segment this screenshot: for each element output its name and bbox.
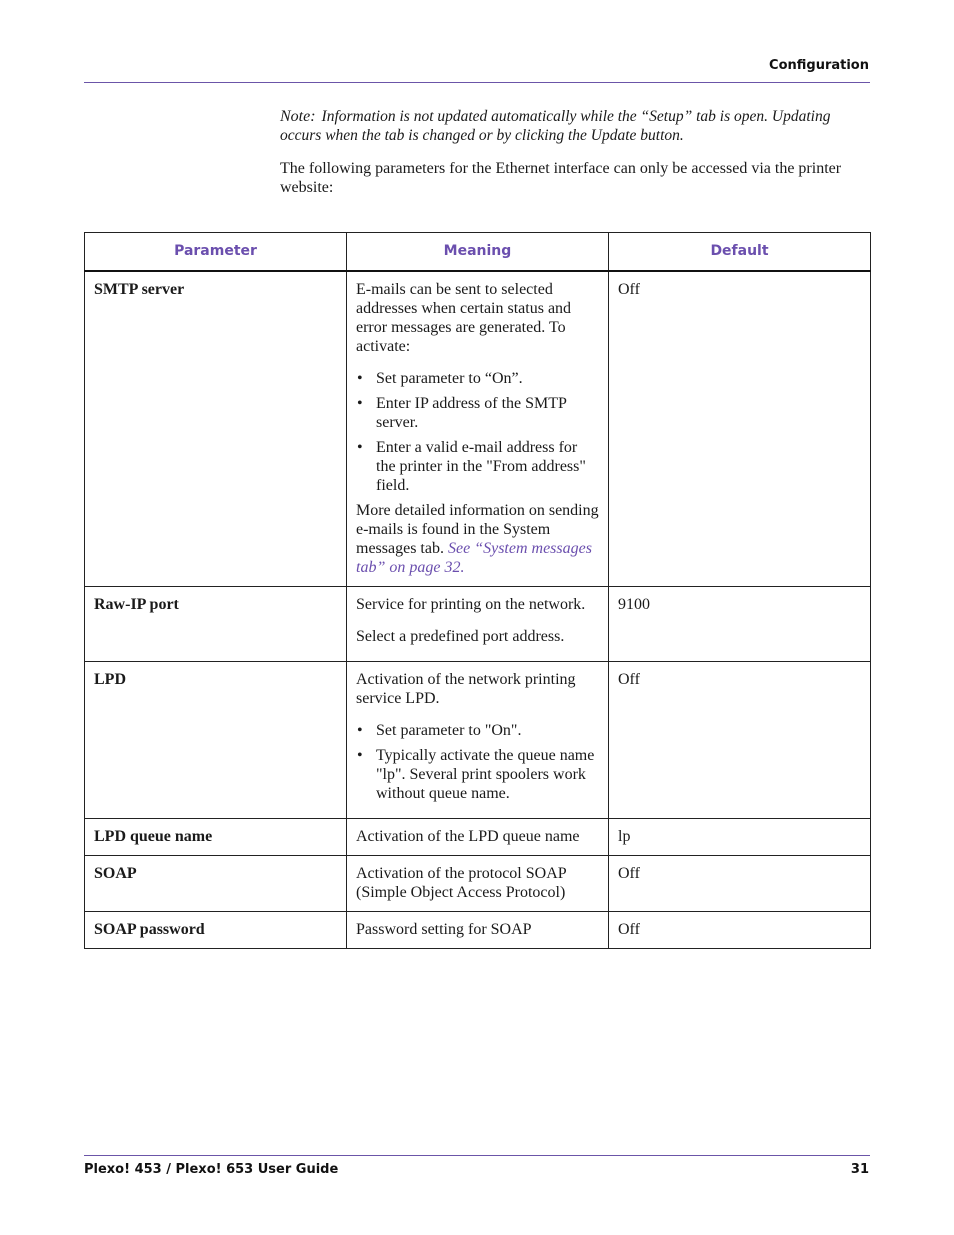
note-label: Note: (280, 108, 316, 125)
meaning-text: Select a predefined port address. (356, 628, 565, 645)
note-text: Information is not updated automatically while the “Setup” tab is open. Updating occurs when the tab is changed or by clicking the Update button. (280, 108, 831, 144)
table-row (85, 271, 871, 587)
param-default: lp (609, 819, 871, 856)
param-meaning (347, 587, 609, 662)
param-default: Off (609, 856, 871, 912)
param-name: LPD queue name (85, 819, 347, 856)
footer-title: Plexo! 453 / Plexo! 653 User Guide (84, 1162, 339, 1177)
header-meaning: Meaning (347, 233, 609, 272)
list-item: • Enter IP address of the SMTP server. (356, 394, 599, 432)
list-item: • Set parameter to "On". (356, 721, 599, 740)
bullet-list (356, 369, 599, 495)
table-row (85, 912, 871, 949)
param-name: SMTP server (85, 271, 347, 587)
meaning-text: E-mails can be sent to selected addresses when certain status and error messages are generated. To activate: (356, 281, 572, 355)
table-row (85, 662, 871, 819)
table-row (85, 587, 871, 662)
meaning-text: Activation of the network printing service LPD. (356, 671, 576, 707)
meaning-outro: More detailed information on sending e-mails is found in the System messages tab. (356, 502, 599, 557)
table-row (85, 856, 871, 912)
list-item: • Typically activate the queue name "lp". Several print spoolers work without queue name. (356, 746, 599, 803)
list-item: • Set parameter to “On”. (356, 369, 599, 388)
table-row (85, 819, 871, 856)
meaning-text (356, 501, 599, 577)
header-rule (84, 82, 870, 83)
bullet-list (356, 721, 599, 803)
param-default: Off (609, 271, 871, 587)
param-name: Raw-IP port (85, 587, 347, 662)
param-meaning: Activation of the LPD queue name (347, 819, 609, 856)
header-default: Default (609, 233, 871, 272)
section-label: Configuration (769, 58, 869, 73)
table-header-row (85, 233, 871, 272)
param-default: Off (609, 912, 871, 949)
param-name: LPD (85, 662, 347, 819)
param-default: Off (609, 662, 871, 819)
intro-paragraph: The following parameters for the Ethernet interface can only be accessed via the printer website: (280, 160, 842, 196)
list-item: • Enter a valid e-mail address for the printer in the "From address" field. (356, 438, 599, 495)
cross-reference-link[interactable]: See “System messages tab” on page 32. (356, 540, 592, 576)
meaning-text: Service for printing on the network. (356, 596, 586, 613)
param-meaning (347, 271, 609, 587)
param-meaning: Password setting for SOAP (347, 912, 609, 949)
param-name: SOAP (85, 856, 347, 912)
parameters-table (84, 232, 871, 949)
param-meaning: Activation of the protocol SOAP (Simple Object Access Protocol) (347, 856, 609, 912)
header-parameter: Parameter (85, 233, 347, 272)
note (280, 107, 870, 145)
footer-rule (84, 1155, 870, 1156)
param-default: 9100 (609, 587, 871, 662)
page-number: 31 (850, 1162, 869, 1177)
param-meaning (347, 662, 609, 819)
param-name: SOAP password (85, 912, 347, 949)
